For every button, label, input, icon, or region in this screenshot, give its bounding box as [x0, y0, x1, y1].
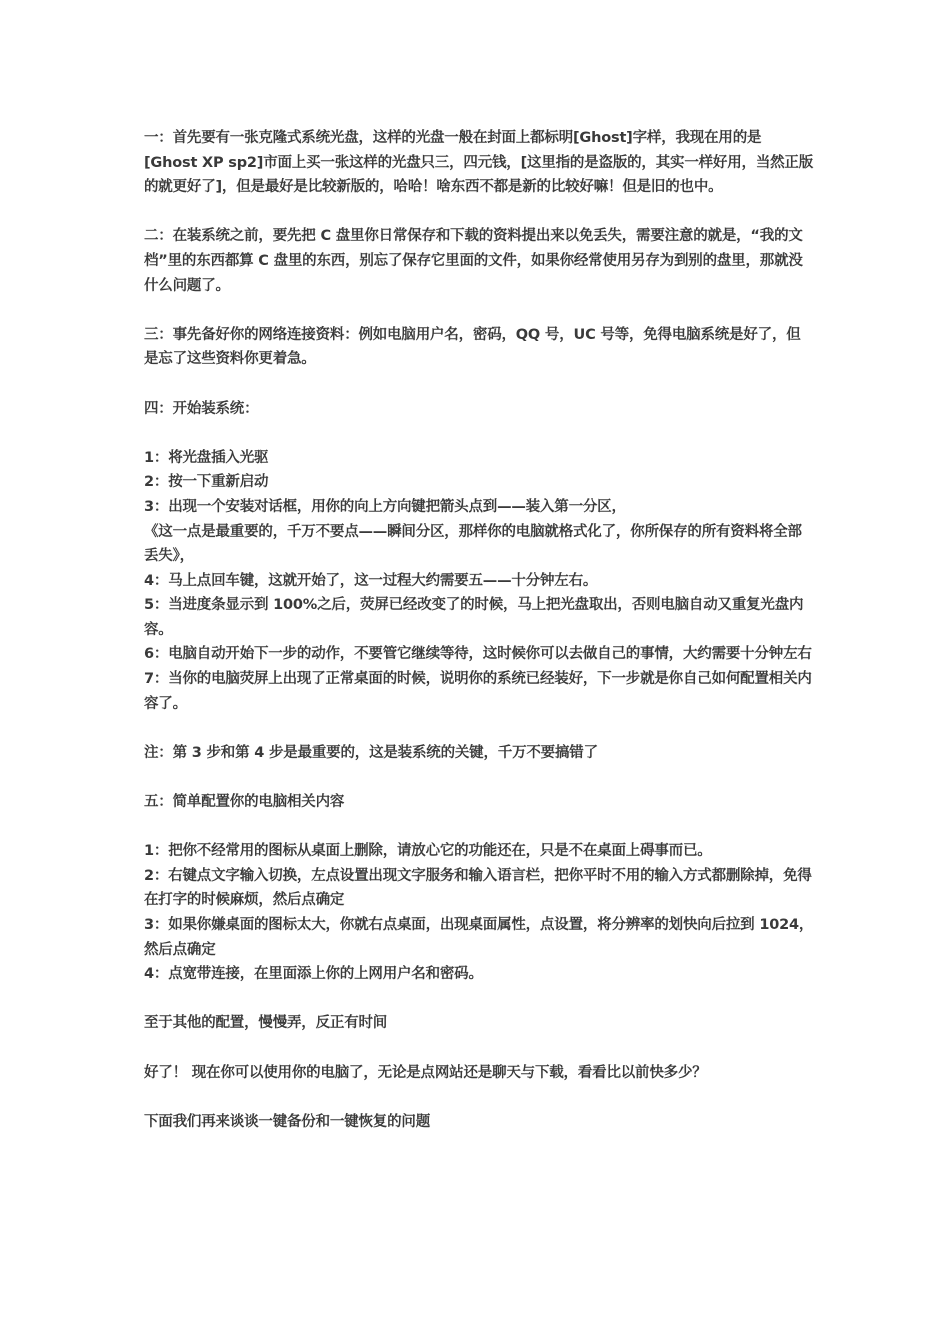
install-step-1: 1：将光盘插入光驱 — [144, 449, 269, 466]
config-step-2: 2：右键点文字输入切换，左点设置出现文字服务和输入语言栏，把你平时不用的输入方式都删除掉，免得在打字的时候麻烦，然后点确定 — [144, 867, 812, 909]
install-step-3-warning: 《这一点是最重要的，千万不要点——瞬间分区，那样你的电脑就格式化了，你所保存的所有资料将全部丢失》， — [144, 523, 802, 565]
paragraph-section-1: 一：首先要有一张克隆式系统光盘，这样的光盘一般在封面上都标明[Ghost]字样，我现在用的是[Ghost XP sp2]市面上买一张这样的光盘只三，四元钱，[这里指的是盗版的，其实一样好用，当然正版的就更好了]，但是最好是比较新版的，哈哈！啥东西不都是新的比较好嘛！但是旧的也中。 — [144, 130, 814, 196]
note-paragraph: 注：第 3 步和第 4 步是最重要的，这是装系统的关键，千万不要搞错了 — [144, 744, 598, 761]
install-step-5: 5：当进度条显示到 100%之后，荧屏已经改变了的时候，马上把光盘取出，否则电脑自动又重复光盘内容。 — [144, 597, 804, 638]
install-step-3: 3：出现一个安装对话框，用你的向上方向键把箭头点到——装入第一分区， — [144, 498, 626, 515]
install-steps-list — [144, 446, 814, 717]
install-step-2: 2：按一下重新启动 — [144, 474, 269, 491]
config-step-4: 4：点宽带连接，在里面添上你的上网用户名和密码。 — [144, 966, 483, 983]
config-steps-list — [144, 839, 814, 987]
paragraph-section-2: 二：在装系统之前，要先把 C 盘里你日常保存和下载的资料提出来以免丢失，需要注意的就是，“我的文档”里的东西都算 C 盘里的东西，别忘了保存它里面的文件，如果你经常使用另存为到别的盘里，那就没什么问题了。 — [144, 228, 803, 294]
install-step-6: 6：电脑自动开始下一步的动作，不要管它继续等待，这时候你可以去做自己的事情，大约需要十分钟左右 — [144, 646, 812, 663]
install-step-7: 7：当你的电脑荧屏上出现了正常桌面的时候，说明你的系统已经装好，下一步就是你自己如何配置相关内容了。 — [144, 671, 812, 712]
install-step-4: 4：马上点回车键，这就开始了，这一过程大约需要五——十分钟左右。 — [144, 572, 598, 589]
config-step-1: 1：把你不经常用的图标从桌面上删除，请放心它的功能还在，只是不在桌面上碍事而已。 — [144, 843, 712, 860]
paragraph-section-3: 三：事先备好你的网络连接资料：例如电脑用户名，密码，QQ 号，UC 号等，免得电脑系统是好了，但是忘了这些资料你更着急。 — [144, 326, 801, 368]
config-step-3: 3：如果你嫌桌面的图标太大，你就右点桌面，出现桌面属性，点设置，将分辨率的划快向后拉到 1024，然后点确定 — [144, 917, 814, 958]
other-config-paragraph: 至于其他的配置，慢慢弄，反正有时间 — [144, 1015, 388, 1032]
document-body — [144, 126, 814, 1159]
section-4-heading: 四：开始装系统： — [144, 400, 259, 417]
section-5-heading: 五：简单配置你的电脑相关内容 — [144, 794, 345, 811]
next-topic-paragraph: 下面我们再来谈谈一键备份和一键恢复的问题 — [144, 1113, 430, 1130]
done-paragraph: 好了！ 现在你可以使用你的电脑了，无论是点网站还是聊天与下载，看看比以前快多少？ — [144, 1064, 707, 1081]
